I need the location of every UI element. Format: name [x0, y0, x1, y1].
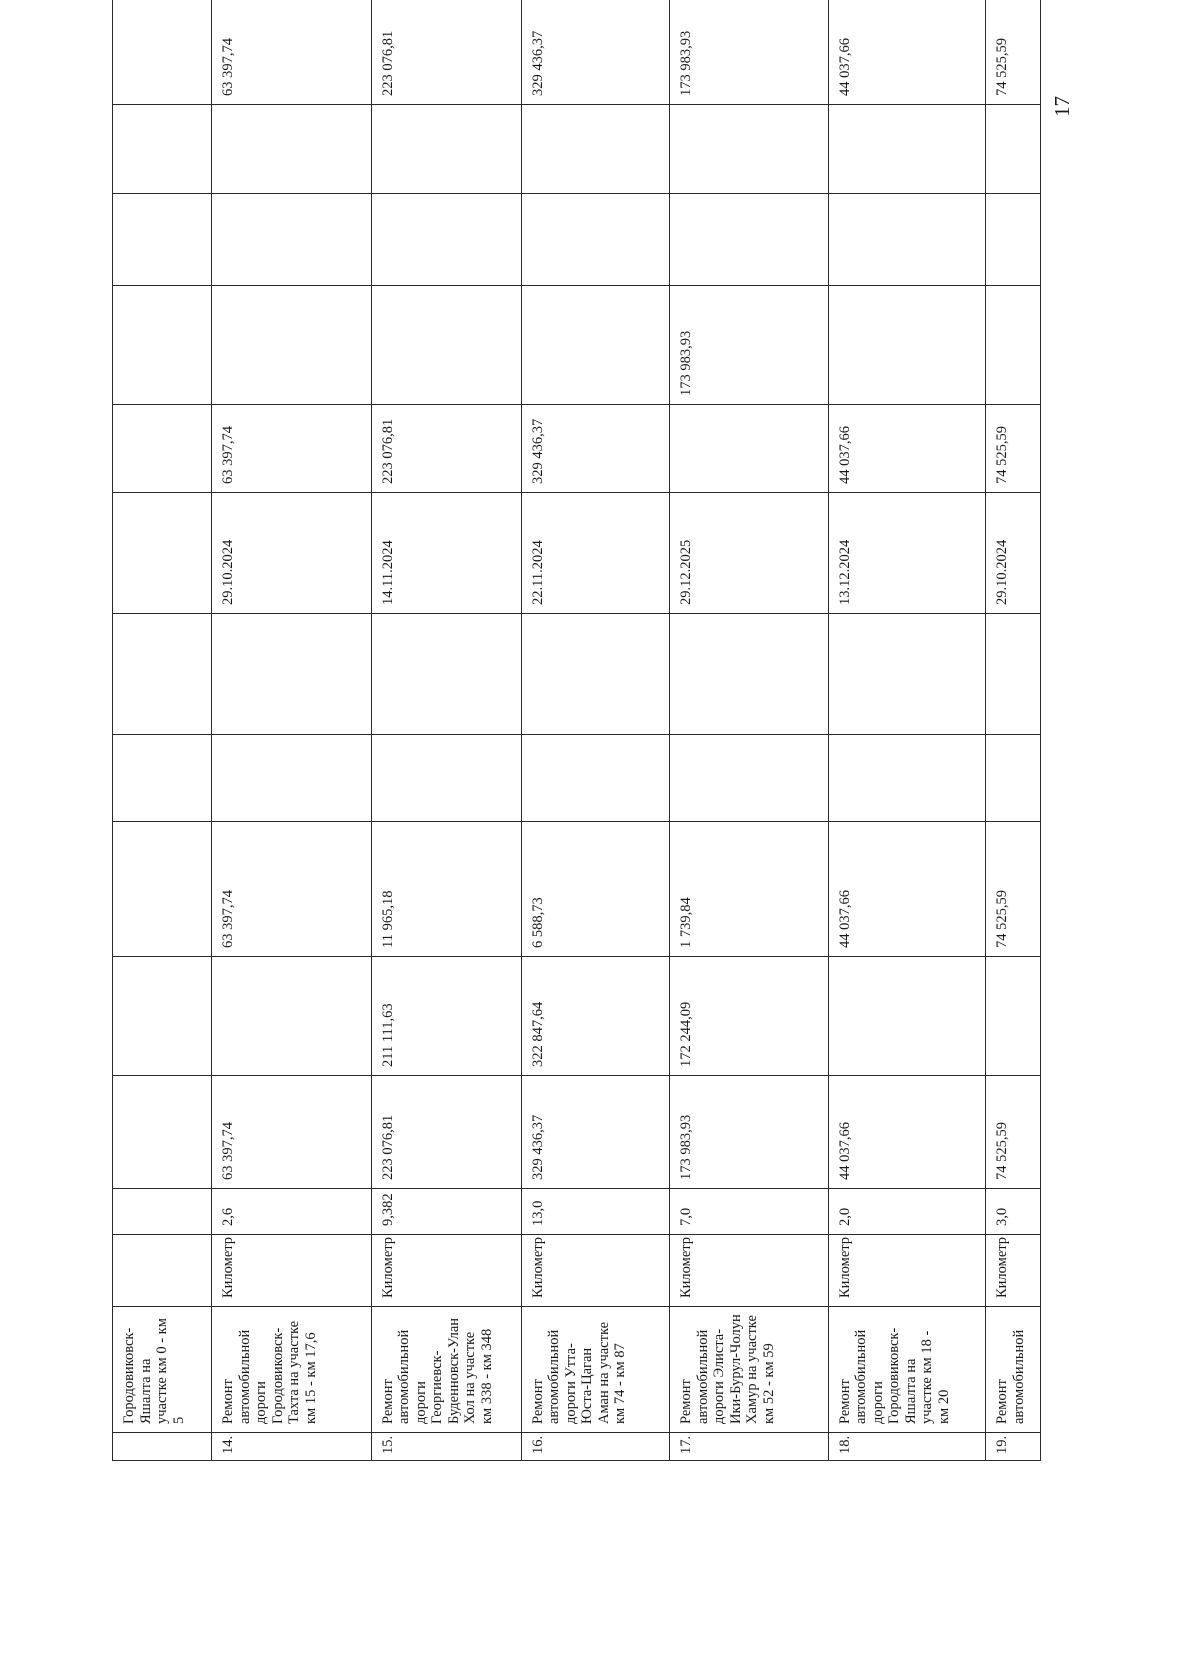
- cell-col-b: 63 397,74: [212, 822, 371, 957]
- table-row: [521, 0, 670, 1461]
- cell-total: 63 397,74: [212, 1076, 371, 1189]
- cell-num: 14.: [212, 1433, 371, 1461]
- cell-col-a: 211 111,63: [371, 957, 521, 1076]
- cell-unit: Километр: [521, 1235, 670, 1307]
- cell-2026: [371, 194, 521, 286]
- cell-col-c: [212, 735, 371, 822]
- cell-2024: 329 436,37: [521, 405, 670, 493]
- cell-col-b: 1 739,84: [670, 822, 828, 957]
- cell-col-b: 44 037,66: [828, 822, 985, 957]
- cell-col-c: [371, 735, 521, 822]
- cell-2025: [113, 286, 212, 405]
- cell-2027: [371, 105, 521, 194]
- cell-object-name: Городовиковск-Яшалта на участке км 0 - км 5: [113, 1307, 212, 1433]
- cell-unit: Километр: [670, 1235, 828, 1307]
- cell-total: 173 983,93: [670, 1076, 828, 1189]
- cell-2026: [986, 194, 1041, 286]
- cell-2025: 173 983,93: [670, 286, 828, 405]
- cell-object-name: Ремонт автомобильной: [986, 1307, 1041, 1433]
- cell-2027: [986, 105, 1041, 194]
- cell-date: 22.11.2024: [521, 493, 670, 614]
- cell-col-d: [828, 614, 985, 735]
- cell-col-d: [521, 614, 670, 735]
- cell-2027: [670, 105, 828, 194]
- cell-col-d: [670, 614, 828, 735]
- cell-num: 15.: [371, 1433, 521, 1461]
- cell-num: 16.: [521, 1433, 670, 1461]
- cell-col-c: [670, 735, 828, 822]
- table-row: [828, 0, 985, 1461]
- page-number: 17: [1050, 96, 1074, 117]
- cell-2027: [828, 105, 985, 194]
- cell-total: 223 076,81: [371, 1076, 521, 1189]
- cell-quantity: 2,6: [212, 1189, 371, 1235]
- cell-num: 18.: [828, 1433, 985, 1461]
- cell-col-a: [212, 957, 371, 1076]
- cell-col-d: [113, 614, 212, 735]
- cell-2027: [521, 105, 670, 194]
- cell-col-c: [113, 735, 212, 822]
- cell-2024: [670, 405, 828, 493]
- cell-2026: [212, 194, 371, 286]
- cell-object-name: Ремонт автомобильной дороги Элиста-Ики-Бурул-Чолун Хамур на участке км 52 - км 59: [670, 1307, 828, 1433]
- cell-date: 14.11.2024: [371, 493, 521, 614]
- cell-col-b: 74 525,59: [986, 822, 1041, 957]
- table-row: [212, 0, 371, 1461]
- cell-date: 29.10.2024: [212, 493, 371, 614]
- cell-col-c: [986, 735, 1041, 822]
- cell-date: [113, 493, 212, 614]
- cell-col-b: [113, 822, 212, 957]
- cell-quantity: 7,0: [670, 1189, 828, 1235]
- cell-2026: [828, 194, 985, 286]
- cell-2027: [113, 105, 212, 194]
- cell-2025: [371, 286, 521, 405]
- cell-2026: [113, 194, 212, 286]
- rotated-table-container: [112, 30, 1041, 1461]
- cell-quantity: 13,0: [521, 1189, 670, 1235]
- cell-col-a: [986, 957, 1041, 1076]
- cell-sum: 44 037,66: [828, 0, 985, 105]
- cell-col-d: [986, 614, 1041, 735]
- cell-2025: [828, 286, 985, 405]
- cell-col-c: [521, 735, 670, 822]
- cell-col-c: [828, 735, 985, 822]
- cell-object-name: Ремонт автомобильной дороги Георгиевск-Буденновск-Улан Хол на участке км 338 - км 348: [371, 1307, 521, 1433]
- cell-unit: Километр: [371, 1235, 521, 1307]
- table-row: [986, 0, 1041, 1461]
- cell-2024: [113, 405, 212, 493]
- cell-total: 44 037,66: [828, 1076, 985, 1189]
- road-repair-table: [112, 0, 1041, 1461]
- cell-col-b: 11 965,18: [371, 822, 521, 957]
- cell-sum: 63 397,74: [212, 0, 371, 105]
- cell-num: 17.: [670, 1433, 828, 1461]
- table-row: [670, 0, 828, 1461]
- cell-2024: 44 037,66: [828, 405, 985, 493]
- cell-sum: 223 076,81: [371, 0, 521, 105]
- cell-col-b: 6 588,73: [521, 822, 670, 957]
- cell-quantity: [113, 1189, 212, 1235]
- cell-2026: [670, 194, 828, 286]
- cell-2027: [212, 105, 371, 194]
- cell-object-name: Ремонт автомобильной дороги Городовиковск-Тахта на участке км 15 - км 17,6: [212, 1307, 371, 1433]
- cell-2024: 223 076,81: [371, 405, 521, 493]
- table-row: [371, 0, 521, 1461]
- cell-date: 13.12.2024: [828, 493, 985, 614]
- cell-object-name: Ремонт автомобильной дороги Городовиковск-Яшалта на участке км 18 - км 20: [828, 1307, 985, 1433]
- cell-object-name: Ремонт автомобильной дороги Утта-Юста-Цаган Аман на участке км 74 - км 87: [521, 1307, 670, 1433]
- cell-2024: 74 525,59: [986, 405, 1041, 493]
- cell-col-a: [828, 957, 985, 1076]
- cell-col-d: [212, 614, 371, 735]
- cell-unit: Километр: [986, 1235, 1041, 1307]
- cell-num: [113, 1433, 212, 1461]
- cell-2025: [521, 286, 670, 405]
- cell-col-a: [113, 957, 212, 1076]
- cell-date: 29.10.2024: [986, 493, 1041, 614]
- cell-col-d: [371, 614, 521, 735]
- cell-total: [113, 1076, 212, 1189]
- cell-2025: [212, 286, 371, 405]
- table-row-carryover: [113, 0, 212, 1461]
- cell-unit: [113, 1235, 212, 1307]
- cell-date: 29.12.2025: [670, 493, 828, 614]
- cell-unit: Километр: [828, 1235, 985, 1307]
- cell-quantity: 2,0: [828, 1189, 985, 1235]
- cell-sum: 329 436,37: [521, 0, 670, 105]
- cell-col-a: 322 847,64: [521, 957, 670, 1076]
- cell-quantity: 9,382: [371, 1189, 521, 1235]
- cell-sum: 173 983,93: [670, 0, 828, 105]
- cell-total: 74 525,59: [986, 1076, 1041, 1189]
- cell-col-a: 172 244,09: [670, 957, 828, 1076]
- cell-2025: [986, 286, 1041, 405]
- cell-2026: [521, 194, 670, 286]
- cell-sum: 74 525,59: [986, 0, 1041, 105]
- cell-2024: 63 397,74: [212, 405, 371, 493]
- cell-unit: Километр: [212, 1235, 371, 1307]
- cell-quantity: 3,0: [986, 1189, 1041, 1235]
- cell-total: 329 436,37: [521, 1076, 670, 1189]
- cell-sum: [113, 0, 212, 105]
- cell-num: 19.: [986, 1433, 1041, 1461]
